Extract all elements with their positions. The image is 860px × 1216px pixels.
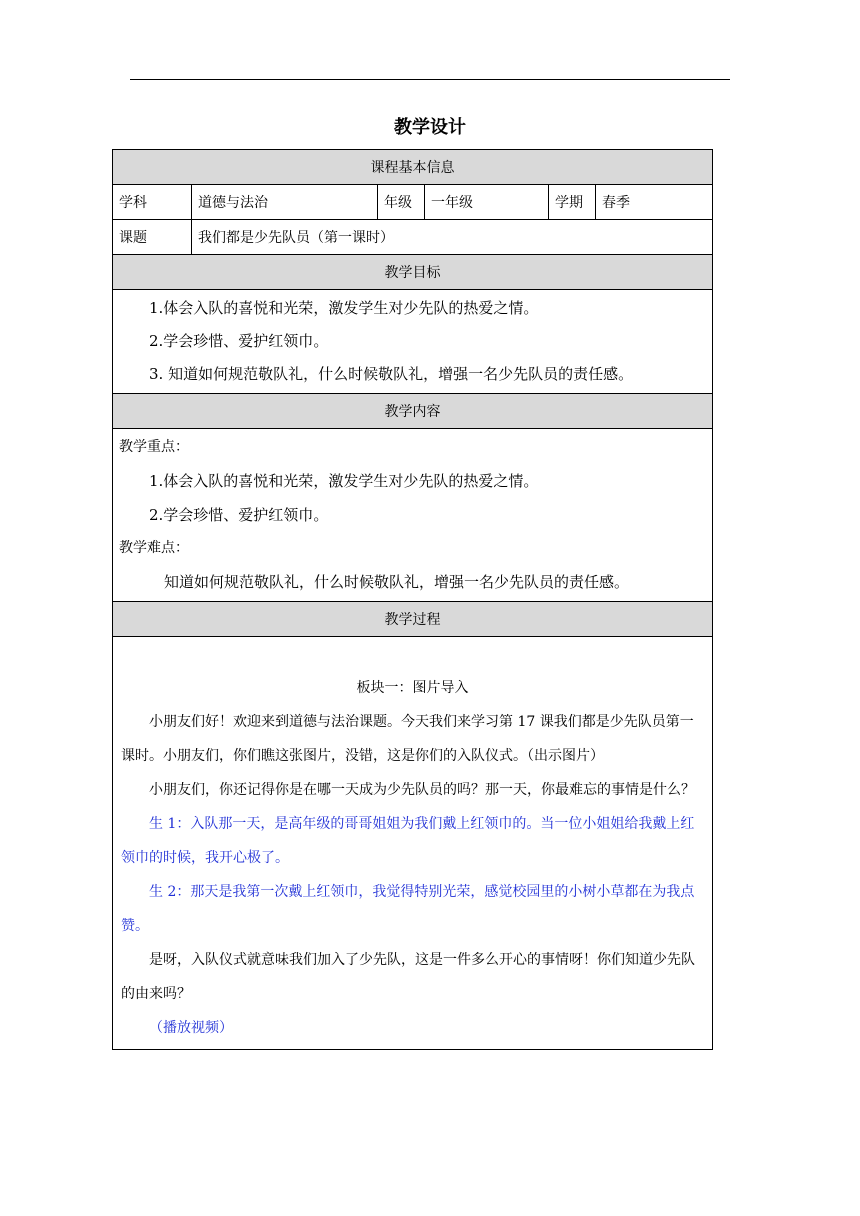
content-header: 教学内容 [113, 394, 713, 429]
document-title: 教学设计 [394, 117, 466, 138]
process-cell [113, 637, 713, 1050]
topic-label: 课题 [113, 220, 192, 255]
student-answer: 生 2：那天是我第一次戴上红领巾，我觉得特别光荣，感觉校园里的小树小草都在为我点赞。 [121, 884, 695, 934]
subject-value: 道德与法治 [192, 185, 378, 220]
objectives-header: 教学目标 [113, 255, 713, 290]
objectives-cell [113, 290, 713, 394]
process-header: 教学过程 [113, 602, 713, 637]
student-answer: 生 1：入队那一天，是高年级的哥哥姐姐为我们戴上红领巾的。当一位小姐姐给我戴上红领巾的时候，我开心极了。 [121, 816, 695, 866]
difficulty-text: 知道如何规范敬队礼，什么时候敬队礼，增强一名少先队员的责任感。 [164, 573, 630, 591]
key-points-label: 教学重点： [119, 439, 189, 455]
lesson-plan-table [112, 149, 713, 1050]
term-label: 学期 [549, 185, 596, 220]
process-paragraph: 小朋友们好！欢迎来到道德与法治课题。今天我们来学习第 17 课我们都是少先队员第一课时。小朋友们，你们瞧这张图片，没错，这是你们的入队仪式。（出示图片） [121, 714, 694, 764]
grade-label: 年级 [378, 185, 425, 220]
objective-item: 3. 知道如何规范敬队礼，什么时候敬队礼，增强一名少先队员的责任感。 [149, 365, 634, 383]
objective-item: 2.学会珍惜、爱护红领巾。 [149, 332, 329, 350]
section-title: 板块一：图片导入 [356, 680, 469, 696]
header-rule [130, 79, 730, 80]
key-point-item: 1.体会入队的喜悦和光荣，激发学生对少先队的热爱之情。 [149, 472, 539, 490]
objective-item: 1.体会入队的喜悦和光荣，激发学生对少先队的热爱之情。 [149, 299, 539, 317]
topic-value: 我们都是少先队员（第一课时） [192, 220, 713, 255]
content-cell [113, 429, 713, 602]
subject-label: 学科 [113, 185, 192, 220]
term-value: 春季 [596, 185, 713, 220]
process-paragraph: 小朋友们，你还记得你是在哪一天成为少先队员的吗？那一天，你最难忘的事情是什么？ [149, 782, 695, 798]
grade-value: 一年级 [425, 185, 549, 220]
difficulty-label: 教学难点： [119, 540, 189, 556]
video-note: （播放视频） [149, 1020, 233, 1036]
basic-info-header: 课程基本信息 [113, 150, 713, 185]
process-paragraph: 是呀，入队仪式就意味我们加入了少先队，这是一件多么开心的事情呀！你们知道少先队的由来吗？ [121, 952, 695, 1002]
key-point-item: 2.学会珍惜、爱护红领巾。 [149, 506, 329, 524]
